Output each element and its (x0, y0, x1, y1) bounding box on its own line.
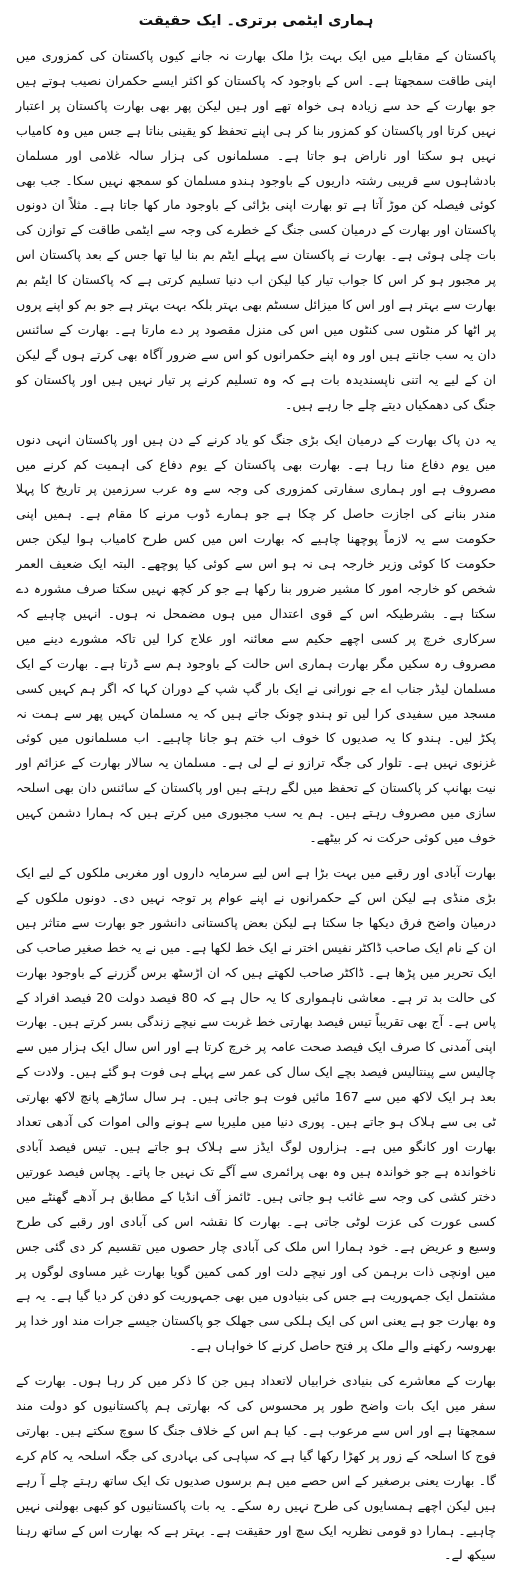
article-paragraph-4: بھارت کے معاشرے کی بنیادی خرابیاں لاتعداد ہیں جن کا ذکر میں کر رہا ہوں۔ بھارت کے سفر میں ایک بات واضح طور پر محسوس کی کہ بھارتی ہم پاکستانیوں کو دولت مند سمجھتا ہے اور اس سے مرعوب ہے۔ کیا ہم اس کے خلاف جنگ کا سوچ سکتے ہیں۔ بھارتی فوج کا اسلحہ کے زور پر کھڑا رکھا گیا ہے کہ سپاہی کی بہادری کی جگہ اسلحہ یہ کام کرے گا۔ بھارت یعنی برصغیر کے اس حصے میں ہم برسوں صدیوں تک ایک ساتھ رہتے چلے آ رہے ہیں لیکن اچھے ہمسایوں کی طرح نہیں رہ سکے۔ یہ بات پاکستانیوں کو کبھی بھولنی نہیں چاہیے۔ ہمارا دو قومی نظریہ ایک سچ اور حقیقت ہے۔ بہتر ہے کہ بھارت اس کے ساتھ رہنا سیکھ لے۔ (16, 1373, 496, 1563)
article-title: ہماری ایٹمی برتری۔ ایک حقیقت (138, 13, 374, 29)
article-paragraph-2: یہ دن پاک بھارت کے درمیان ایک بڑی جنگ کو یاد کرنے کے دن ہیں اور پاکستان انہی دنوں میں یوم دفاع منا رہا ہے۔ بھارت بھی پاکستان کے یوم دفاع کی اہمیت کم کرنے میں مصروف ہے اور ہماری سفارتی کمزوری کی وجہ سے وہ عرب سرزمین پر تاریخ کا پہلا مندر بنانے کی اجازت حاصل کر چکا ہے جو ہمارے ڈوب مرنے کا مقام ہے۔ ہمیں اپنی حکومت سے یہ لازماً پوچھنا چاہیے کہ بھارت اس میں کس طرح کامیاب ہوا لیکن جس حکومت کا کوئی وزیر خارجہ ہی نہ ہو اس سے کوئی کیا پوچھے۔ البتہ ایک ضعیف العمر شخص کو خارجہ امور کا مشیر ضرور بنا رکھا ہے جو کر کچھ نہیں سکتا صرف مشورہ دے سکتا ہے۔ بشرطیکہ اس کے قوی اعتدال میں ہوں مضمحل نہ ہوں۔ انہیں چاہیے کہ سرکاری خرچ پر کسی اچھے حکیم سے معائنہ اور علاج کرا لیں تاکہ مشورے دینے میں مصروف رہ سکیں مگر بھارت ہماری اس حالت کے باوجود ہم سے ڈرتا ہے۔ بھارت کے ایک مسلمان لیڈر جناب اے جے نورانی نے ایک بار گپ شپ کے دوران کہا کہ اگر ہم کہیں کسی مسجد میں سفیدی کرا لیں تو ہندو چونک جاتے ہیں کہ یہ مسلمان کہیں پھر سے ہمت نہ پکڑ لیں۔ ہندو کا یہ صدیوں کا خوف اب ختم ہو جانا چاہیے۔ اب مسلمانوں میں کوئی غزنوی نہیں ہے۔ تلوار کی جگہ ترازو نے لے لی ہے۔ مسلمان یہ سالار بھارت کے عزائم اور نیت بھانپ کر پاکستان کے تحفظ میں لگے رہتے ہیں اور پاکستان کے سائنس دان بھی اسلحہ سازی میں مصروف رہتے ہیں۔ ہم یہ سب مجبوری میں کرتے ہیں کہ ہمارا دشمن کہیں خوف میں کوئی حرکت نہ کر بیٹھے۔ (16, 431, 496, 846)
article-paragraph-3: بھارت آبادی اور رقبے میں بہت بڑا ہے اس لیے سرمایہ داروں اور مغربی ملکوں کے لیے ایک بڑی منڈی ہے لیکن اس کے حکمرانوں نے اپنے عوام پر توجہ نہیں دی۔ دونوں ملکوں کے درمیان واضح فرق دیکھا جا سکتا ہے لیکن بعض پاکستانی دانشور جو بھارت سے متاثر ہیں ان کے نام ایک صاحب ڈاکٹر نفیس اختر نے ایک خط لکھا ہے۔ میں نے یہ خط صغیر صاحب کی ایک تحریر میں پڑھا ہے۔ ڈاکٹر صاحب لکھتے ہیں کہ ان اڑسٹھ برس گزرنے کے باوجود بھارت کی حالت بد تر ہے۔ معاشی ناہمواری کا یہ حال ہے کہ 80 فیصد دولت 20 فیصد افراد کے پاس ہے۔ آج بھی تقریباً تیس فیصد بھارتی خط غربت سے نیچے زندگی بسر کرتے ہیں۔ بھارت اپنی آمدنی کا صرف ایک فیصد صحت عامہ پر خرچ کرتا ہے اور اس سال ایک ہزار میں سے چالیس سے پینتالیس فیصد بچے ایک سال کی عمر سے پہلے ہی فوت ہو گئے ہیں۔ ولادت کے بعد ہر ایک لاکھ میں سے 167 مائیں فوت ہو جاتی ہیں۔ ہر سال ساڑھے پانچ لاکھ بھارتی ٹی بی سے ہلاک ہو جاتے ہیں۔ پوری دنیا میں ملیریا سے ہونے والی اموات کی آدھی تعداد بھارت اور کانگو میں ہے۔ ہزاروں لوگ ایڈز سے ہلاک ہو جاتے ہیں۔ تیس فیصد آبادی ناخواندہ ہے جو خواندہ ہیں وہ بھی پرائمری سے آگے تک نہیں جا پاتے۔ پچاس فیصد عورتیں دختر کشی کی وجہ سے غائب ہو جاتی ہیں۔ ٹائمز آف انڈیا کے مطابق ہر آدھے گھنٹے میں کسی عورت کی عزت لوٹی جاتی ہے۔ بھارت کا نقشہ اس کی آبادی اور رقبے کی طرح وسیع و عریض ہے۔ خود ہمارا اس ملک کی آبادی چار حصوں میں تقسیم کر دی گئی جس میں اونچی ذات برہمن کی اور نیچے دلت اور کمی کمین گویا بھارت غیر مساوی لوگوں پر مشتمل ایک جمہوریت ہے جس کی بنیادوں میں بھی جمہوریت کو دفن کر دیا گیا ہے۔ یہ ہے وہ بھارت جو ہے یعنی اس کی ایک ہلکی سی جھلک جو پاکستان جیسے جرات مند اور خدا پر بھروسہ رکھنے والے ملک پر فتح حاصل کرنے کا خواہاں ہے۔ (16, 865, 497, 1354)
article-paragraph-1: پاکستان کے مقابلے میں ایک بہت بڑا ملک بھارت نہ جانے کیوں پاکستان کی کمزوری میں اپنی طاقت سمجھتا ہے۔ اس کے باوجود کہ پاکستان کو اکثر ایسے حکمران نصیب ہوتے ہیں جو بھارت کے حد سے زیادہ ہی خواہ تھے اور ہیں لیکن پھر بھی بھارت پاکستان پر اعتبار نہیں کرتا اور پاکستان کو کمزور بنا کر ہی اپنے تحفظ کو یقینی بناتا ہے جس میں وہ کامیاب نہیں ہو سکتا اور ناراض ہو جاتا ہے۔ مسلمانوں کی ہزار سالہ غلامی اور مسلمان بادشاہوں سے قریبی رشتہ داریوں کے باوجود ہندو مسلمان کو سمجھ نہیں سکا۔ جب بھی کوئی فیصلہ کن موڑ آتا ہے تو بھارت اپنی بڑائی کے باوجود مار کھا جاتا ہے۔ مثلاً ان دونوں پاکستان اور بھارت کے درمیان کسی جنگ کے خطرے کی وجہ سے ایٹمی طاقت کے توازن کی بات چلی ہوئی ہے۔ بھارت نے پاکستان سے پہلے ایٹم بم بنا لیا تھا جس کے بعد پاکستان اس پر مجبور ہو کر اس کا جواب تیار کیا لیکن اب دنیا تسلیم کرتی ہے کہ پاکستان کا ایٹم بم بھارت سے بہتر ہے اور اس کا میزائل سسٹم بھی بہتر بلکہ بہت بہتر ہے جو بم کو اپنے پروں پر اٹھا کر منٹوں سی کنٹوں میں اس کی منزل مقصود پر دے مارتا ہے۔ بھارت کے سائنس دان یہ سب جانتے ہیں اور وہ اپنے حکمرانوں کو اس سے ضرور آگاہ بھی کرتے ہوں گے لیکن ان کے لیے یہ اتنی ناپسندیدہ بات ہے کہ وہ تسلیم کرنے پر تیار نہیں ہیں اور پاکستان کو جنگ کی دھمکیاں دیتے چلے جا رہے ہیں۔ (16, 48, 496, 412)
